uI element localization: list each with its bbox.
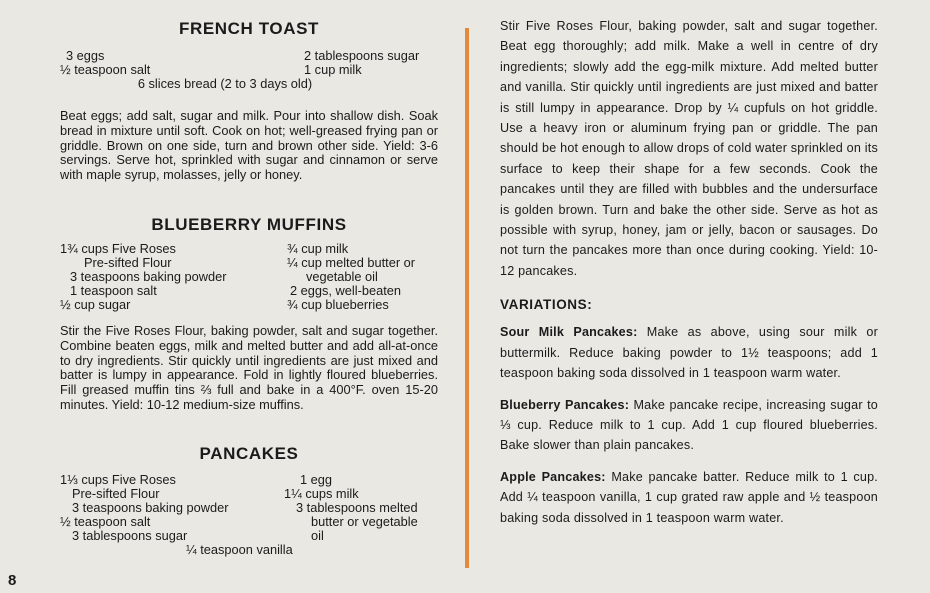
ingredient: ¾ cup milk <box>287 240 349 256</box>
ingredient: 3 teaspoons baking powder <box>72 499 229 515</box>
ingredient: 2 tablespoons sugar <box>304 48 420 63</box>
ingredient: Pre-sifted Flour <box>84 254 172 270</box>
french-toast-directions: Beat eggs; add salt, sugar and milk. Pour into shallow dish. Soak bread in mixture until soft. Cook on hot; well-greased frying pan or griddle. Brown on one side, turn and brown other side. Yield: 3-6 servings. Serve hot, sprinkled with sugar and cinnamon or serve with maple syrup, molasses, jelly or honey. <box>60 108 438 183</box>
french-toast-title: FRENCH TOAST <box>178 19 320 38</box>
orange-divider <box>465 28 469 568</box>
ingredient: 1 teaspoon salt <box>70 282 157 298</box>
ingredient: 3 teaspoons baking powder <box>70 268 227 284</box>
right-column <box>500 16 878 528</box>
variation-text: Make pancake batter. Reduce milk to 1 cup. Add ¼ teaspoon vanilla, 1 cup grated raw apple and ½ teaspoon baking soda dissolved in 1 teaspoon warm water. <box>500 469 879 525</box>
blueberry-muffins-ingredients <box>60 242 438 314</box>
variation-text: Make pancake recipe, increasing sugar to ⅓ cup. Reduce milk to 1 cup. Add 1 cup floured blueberries. Bake slower than plain pancakes. <box>500 397 879 453</box>
ingredient: 1 egg <box>300 471 333 487</box>
variations-heading: VARIATIONS: <box>500 297 593 313</box>
ingredient: Pre-sifted Flour <box>72 485 160 501</box>
blueberry-muffins-directions: Stir the Five Roses Flour, baking powder, salt and sugar together. Combine beaten eggs, milk and melted butter and add all-at-once to dry ingredients. Stir quickly until ingredients are just mixed and batter is lumpy in appearance. Fold in lightly floured blueberries. Fill greased muffin tins ⅔ full and bake in a 400°F. oven 15-20 minutes. Yield: 10-12 medium-size muffins. <box>60 322 438 412</box>
ingredient: butter or vegetable <box>311 513 418 529</box>
ingredient: ¼ teaspoon vanilla <box>186 541 293 557</box>
ingredient: ¾ cup blueberries <box>287 296 389 312</box>
variation-name: Blueberry Pancakes: <box>500 397 630 412</box>
variation-text: Make as above, using sour milk or buttermilk. Reduce baking powder to 1½ teaspoons; add 1 teaspoon baking soda dissolved in 1 teaspoon warm water. <box>500 325 878 381</box>
variation-name: Apple Pancakes: <box>500 469 606 484</box>
ingredient: 1 cup milk <box>304 62 362 77</box>
ingredient: 3 tablespoons melted <box>296 499 418 515</box>
ingredient: ½ teaspoon salt <box>60 62 151 77</box>
variation-sour-milk <box>500 322 878 383</box>
ingredient: 3 eggs <box>66 48 105 63</box>
blueberry-muffins-title: BLUEBERRY MUFFINS <box>151 214 347 234</box>
ingredient: 6 slices bread (2 to 3 days old) <box>137 76 313 91</box>
page-number: 8 <box>8 572 17 589</box>
variation-apple <box>500 467 878 528</box>
pancakes-title: PANCAKES <box>199 443 299 463</box>
ingredient: 3 tablespoons sugar <box>72 527 188 543</box>
ingredient: vegetable oil <box>306 268 378 284</box>
ingredient: 1¾ cups Five Roses <box>60 240 176 256</box>
ingredient: ¼ cup melted butter or <box>287 254 416 270</box>
variation-blueberry <box>500 395 878 456</box>
ingredient: 1⅓ cups Five Roses <box>60 471 176 487</box>
left-column <box>60 18 438 559</box>
ingredient: oil <box>311 527 324 543</box>
ingredient: 2 eggs, well-beaten <box>290 282 401 298</box>
ingredient: 1¼ cups milk <box>284 485 359 501</box>
variation-name: Sour Milk Pancakes: <box>500 325 638 340</box>
pancake-directions: Stir Five Roses Flour, baking powder, salt and sugar together. Beat egg thoroughly; add milk. Make a well in centre of dry ingredients; slowly add the egg-milk mixture. Add melted butter and vanilla. Stir quickly until ingredients are just mixed and batter is still lumpy in appearance. Drop by ¼ cupfuls on hot griddle. Use a heavy iron or aluminum frying pan or griddle. The pan should be hot enough to allow drops of cold water sprinkled on its surface to keep their shape for a few seconds. Cook the pancakes until they are filled with bubbles and the undersurface is golden brown. Turn and bake the other side. Serve as hot as possible with syrup, honey, jam or jelly, bacon or sausages. Do not turn the pancakes more than once during cooking. Yield: 10-12 pancakes. <box>500 19 878 278</box>
ingredient: ½ teaspoon salt <box>60 513 151 529</box>
french-toast-ingredients <box>60 49 438 93</box>
ingredient: ½ cup sugar <box>60 296 131 312</box>
pancakes-ingredients <box>60 473 438 559</box>
